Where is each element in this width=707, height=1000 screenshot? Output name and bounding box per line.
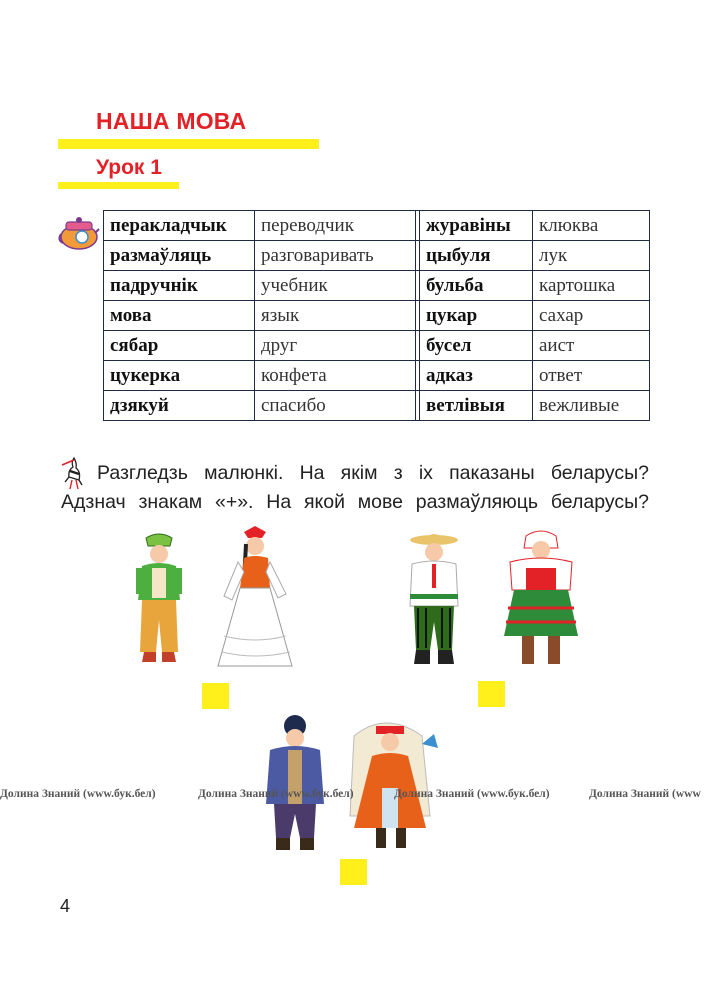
belarusian-word: ветлівыя	[420, 391, 533, 421]
boy-figure-1	[126, 530, 192, 670]
belarusian-word: цукерка	[104, 361, 255, 391]
boy-figure-3	[258, 714, 332, 852]
russian-translation: друг	[255, 331, 416, 361]
russian-translation: сахар	[533, 301, 650, 331]
section-title: НАША МОВА	[96, 108, 247, 134]
belarusian-word: цукар	[420, 301, 533, 331]
table-row	[104, 271, 650, 301]
belarusian-word: сябар	[104, 331, 255, 361]
russian-translation: ответ	[533, 361, 650, 391]
russian-translation: лук	[533, 241, 650, 271]
answer-box-1[interactable]	[202, 683, 229, 709]
belarusian-word: перакладчык	[104, 211, 255, 241]
lesson-title: Урок 1	[96, 156, 162, 179]
russian-translation: разговаривать	[255, 241, 416, 271]
belarusian-word: адказ	[420, 361, 533, 391]
belarusian-word: размаўляць	[104, 241, 255, 271]
vocabulary-table	[103, 210, 650, 421]
russian-translation: картошка	[533, 271, 650, 301]
table-row	[104, 301, 650, 331]
page-number: 4	[60, 896, 71, 916]
belarusian-word: бусел	[420, 331, 533, 361]
table-row	[104, 331, 650, 361]
watermark: Долина Знаний (www	[589, 788, 701, 800]
table-row	[104, 391, 650, 421]
boy-figure-2	[398, 528, 470, 670]
belarusian-word: дзякуй	[104, 391, 255, 421]
belarusian-word: цыбуля	[420, 241, 533, 271]
girl-figure-3	[346, 716, 440, 852]
watermark: Долина Знаний (www.бук.бел)	[394, 788, 550, 800]
belarusian-word: журавіны	[420, 211, 533, 241]
answer-box-3[interactable]	[340, 859, 367, 885]
watermark: Долина Знаний (www.бук.бел)	[198, 788, 354, 800]
answer-box-2[interactable]	[478, 681, 505, 707]
task-line-1: Разгледзь малюнкі. На якім з іх паказаны беларусы?	[97, 462, 649, 484]
belarusian-word: бульба	[420, 271, 533, 301]
russian-translation: спасибо	[255, 391, 416, 421]
russian-translation: вежливые	[533, 391, 650, 421]
belarusian-word: падручнік	[104, 271, 255, 301]
task-line-2: Адзнач знакам «+». На якой мове размаўляюць беларусы?	[61, 491, 649, 513]
table-row	[104, 361, 650, 391]
section-title-underline	[58, 139, 319, 149]
teapot-notebook-icon	[58, 212, 100, 252]
russian-translation: язык	[255, 301, 416, 331]
task-text	[61, 459, 649, 517]
table-row	[104, 211, 650, 241]
girl-figure-2	[498, 528, 584, 670]
russian-translation: учебник	[255, 271, 416, 301]
watermark: Долина Знаний (www.бук.бел)	[0, 788, 156, 800]
girl-figure-1	[210, 526, 300, 672]
russian-translation: переводчик	[255, 211, 416, 241]
russian-translation: конфета	[255, 361, 416, 391]
belarusian-word: мова	[104, 301, 255, 331]
russian-translation: клюква	[533, 211, 650, 241]
russian-translation: аист	[533, 331, 650, 361]
table-row	[104, 241, 650, 271]
lesson-title-underline	[58, 182, 179, 189]
